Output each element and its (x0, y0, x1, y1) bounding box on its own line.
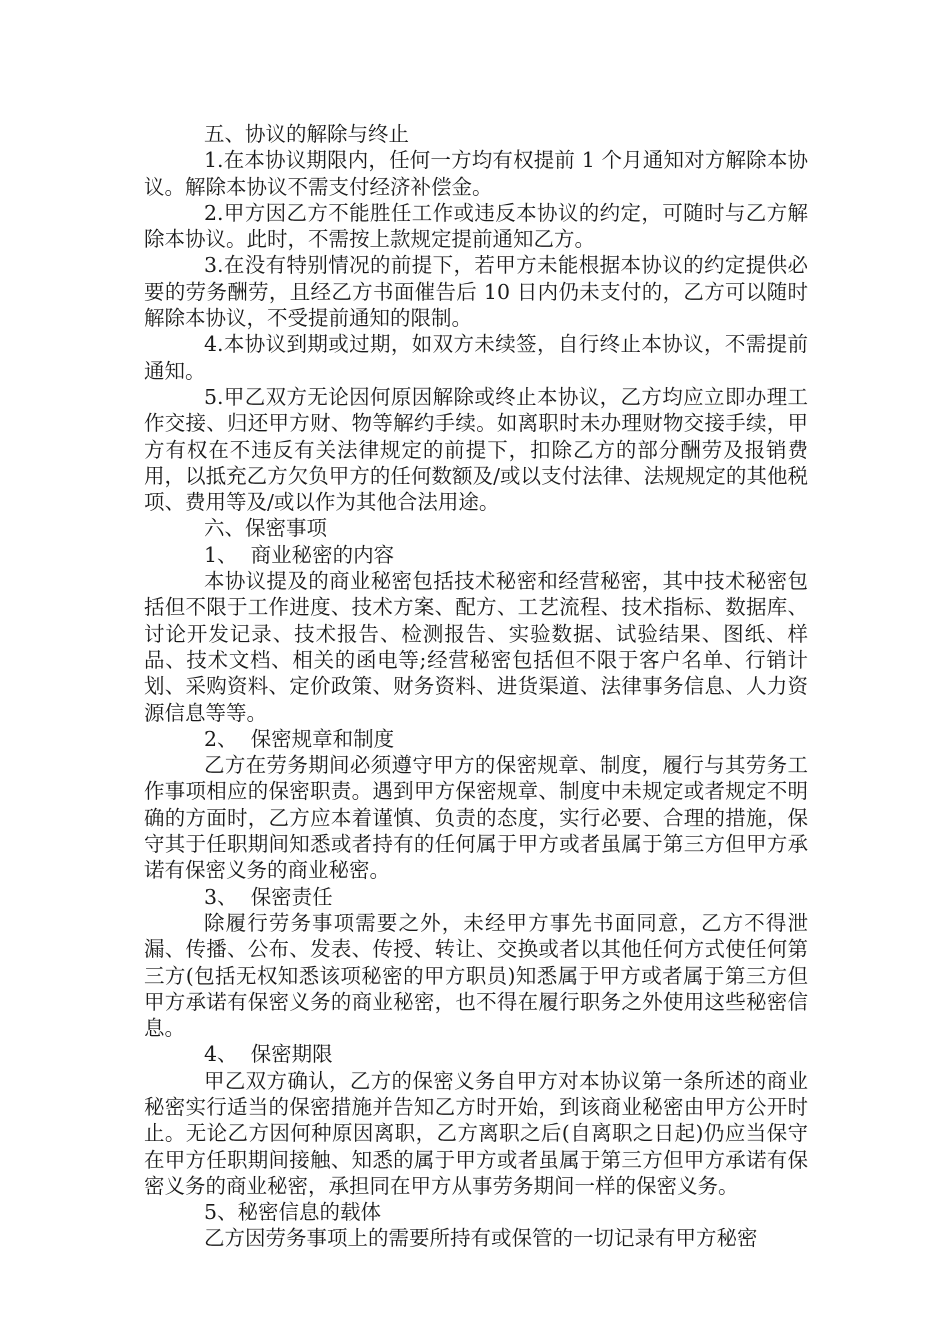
clause-5-4: 4.本协议到期或过期，如双方未续签，自行终止本协议，不需提前通知。 (144, 332, 808, 383)
paragraph-trade-secret-content: 本协议提及的商业秘密包括技术秘密和经营秘密，其中技术秘密包括但不限于工作进度、技术方案、配方、工艺流程、技术指标、数据库、讨论开发记录、技术报告、检测报告、实验数据、试验结果、图纸、样品、技术文档、相关的函电等;经营秘密包括但不限于客户名单、行销计划、采购资料、定价政策、财务资料、进货渠道、法律事务信息、人力资源信息等等。 (144, 569, 808, 725)
subheading-confidentiality-liability: 3、 保密责任 (204, 884, 333, 909)
clause-5-5: 5.甲乙双方无论因何原因解除或终止本协议，乙方均应立即办理工作交接、归还甲方财、物等解约手续。如离职时未办理财物交接手续，甲方有权在不违反有关法律规定的前提下，扣除乙方的部分酬劳及报销费用，以抵充乙方欠负甲方的任何数额及/或以支付法律、法规规定的其他税项、费用等及/或以作为其他合法用途。 (144, 384, 808, 515)
paragraph-confidentiality-rules: 乙方在劳务期间必须遵守甲方的保密规章、制度，履行与其劳务工作事项相应的保密职责。遇到甲方保密规章、制度中未规定或者规定不明确的方面时，乙方应本着谨慎、负责的态度，实行必要、合理的措施，保守其于任职期间知悉或者持有的任何属于甲方或者虽属于第三方但甲方承诺有保密义务的商业秘密。 (144, 753, 808, 883)
subheading-confidentiality-period: 4、 保密期限 (204, 1042, 333, 1067)
paragraph-confidentiality-period: 甲乙双方确认，乙方的保密义务自甲方对本协议第一条所述的商业秘密实行适当的保密措施并告知乙方时开始，到该商业秘密由甲方公开时止。无论乙方因何种原因离职，乙方离职之后(自离职之日起)仍应当保守在甲方任职期间接触、知悉的属于甲方或者虽属于第三方但甲方承诺有保密义务的商业秘密，承担同在甲方从事劳务期间一样的保密义务。 (144, 1068, 808, 1198)
subheading-secret-carrier: 5、秘密信息的载体 (204, 1200, 382, 1225)
paragraph-confidentiality-liability: 除履行劳务事项需要之外，未经甲方事先书面同意，乙方不得泄漏、传播、公布、发表、传授、转让、交换或者以其他任何方式使任何第三方(包括无权知悉该项秘密的甲方职员)知悉属于甲方或者属于第三方但甲方承诺有保密义务的商业秘密，也不得在履行职务之外使用这些秘密信息。 (144, 910, 808, 1041)
document-body (144, 121, 808, 1252)
section-heading-termination: 五、协议的解除与终止 (204, 122, 409, 146)
paragraph-secret-carrier: 乙方因劳务事项上的需要所持有或保管的一切记录有甲方秘密 (204, 1226, 758, 1251)
subheading-confidentiality-rules: 2、 保密规章和制度 (204, 726, 395, 751)
clause-5-2: 2.甲方因乙方不能胜任工作或违反本协议的约定，可随时与乙方解除本协议。此时，不需按上款规定提前通知乙方。 (144, 200, 808, 252)
clause-5-1: 1.在本协议期限内，任何一方均有权提前 1 个月通知对方解除本协议。解除本协议不需支付经济补偿金。 (144, 148, 808, 199)
section-heading-confidentiality: 六、保密事项 (204, 516, 327, 541)
subheading-trade-secret-content: 1、 商业秘密的内容 (204, 542, 395, 567)
clause-5-3: 3.在没有特别情况的前提下，若甲方未能根据本协议的约定提供必要的劳务酬劳，且经乙方书面催告后 10 日内仍未支付的，乙方可以随时解除本协议，不受提前通知的限制。 (144, 253, 808, 331)
